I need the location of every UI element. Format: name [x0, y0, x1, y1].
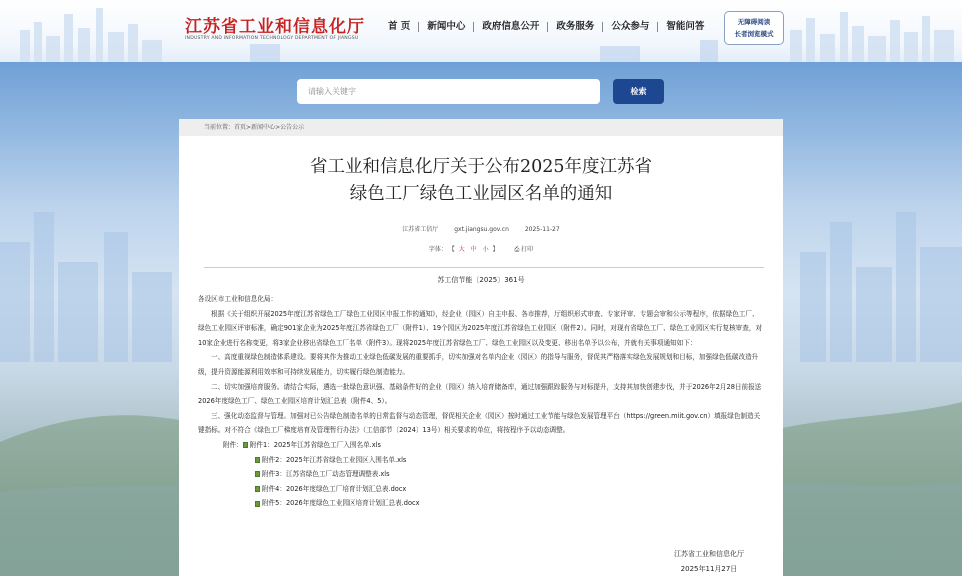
attachment-label: 附件： — [223, 440, 243, 449]
breadcrumb — [179, 119, 783, 136]
document-meta — [179, 224, 783, 233]
attachment-row — [255, 482, 763, 497]
font-size-small[interactable]: 小 — [482, 246, 489, 253]
document-site: gxt.jiangsu.gov.cn — [454, 226, 509, 233]
print-button[interactable] — [514, 246, 533, 253]
paragraph: 根据《关于组织开展2025年度江苏省绿色工厂绿色工业园区申报工作的通知》，经企业（园区）自主申报、各市推荐，厅组织形式审查、专家评审、专题会审和公示等程序，依据绿色工厂、绿色工业园区评审标准，确定901家企业为2025年度江苏省绿色工厂（附件1）、19个园区为2025年度江苏省绿色工业园区（附件2）。同时，对现有省绿色工厂、绿色工业园区实行复核审查，对10家企业进行名称变更，将3家企业移出省绿色工厂名单（附件3）。现将2025年度江苏省绿色工厂、绿色工业园区以及变更、移出名单予以公布，并就有关事项通知如下： — [198, 309, 763, 347]
main-nav — [380, 22, 712, 32]
file-icon — [255, 501, 260, 507]
nav-services[interactable]: 政务服务 — [548, 22, 603, 32]
breadcrumb-news[interactable]: 新闻中心 — [251, 124, 276, 131]
site-logo-subtitle: INDUSTRY AND INFORMATION TECHNOLOGY DEPARTMENT OF JIANGSU — [185, 36, 359, 41]
attachment-row — [255, 496, 763, 511]
document-source: 江苏省工信厅 — [402, 226, 439, 233]
elder-mode-button[interactable]: 长者浏览模式 — [734, 30, 774, 38]
nav-qa[interactable]: 智能问答 — [666, 21, 705, 32]
salutation: 各设区市工业和信息化局： — [198, 295, 278, 303]
document-panel — [179, 119, 783, 576]
document-tools — [179, 244, 783, 254]
site-logo-title[interactable]: 江苏省工业和信息化厅 — [185, 17, 365, 37]
attachment-link-2[interactable]: 附件2：2025年江苏省绿色工业园区入围名单.xls — [262, 455, 407, 464]
print-label: 打印 — [521, 246, 534, 253]
breadcrumb-sep: > — [275, 124, 281, 131]
divider — [204, 267, 764, 268]
document-date: 2025-11-27 — [524, 226, 560, 233]
attachment-link-3[interactable]: 附件3：江苏省绿色工厂动态管理调整表.xls — [262, 470, 390, 479]
font-size-medium[interactable]: 中 — [470, 246, 477, 253]
document-title — [179, 154, 783, 208]
attachment-row — [255, 467, 763, 482]
attachment-link-5[interactable]: 附件5：2026年度绿色工业园区培育计划汇总表.docx — [262, 499, 420, 508]
nav-gov-info[interactable]: 政府信息公开 — [474, 22, 548, 32]
file-icon — [243, 442, 248, 448]
bracket-close: 】 — [492, 246, 499, 253]
accessibility-box — [724, 11, 784, 45]
bracket-open: 【 — [448, 246, 455, 253]
breadcrumb-sep: > — [246, 124, 252, 131]
breadcrumb-home[interactable]: 首页 — [234, 124, 247, 131]
search-button[interactable]: 检索 — [613, 79, 664, 104]
print-icon: ⎙ — [514, 246, 520, 253]
document-number: 苏工信节能〔2025〕361号 — [437, 276, 525, 284]
paragraph: 一、高度重视绿色制造体系建设。要将其作为推动工业绿色低碳发展的重要抓手，切实加强对名单内企业（园区）的指导与服务，督促其严格落实绿色发展规划和目标，加强绿色低碳改造升级，提升资源能源利用效率和可持续发展能力，切实履行绿色制造能力。 — [198, 353, 759, 376]
signature-date: 2025年11月27日 — [680, 565, 738, 573]
attachment-link-4[interactable]: 附件4：2026年度绿色工厂培育计划汇总表.docx — [262, 484, 407, 493]
site-header — [0, 0, 962, 62]
signature: 江苏省工业和信息化厅 — [674, 550, 744, 558]
title-line-2: 绿色工厂绿色工业园区名单的通知 — [349, 184, 613, 204]
attachment-row — [223, 438, 763, 453]
font-size-label: 字体： — [428, 246, 447, 253]
breadcrumb-prefix: 当前位置： — [204, 124, 235, 131]
title-line-1: 省工业和信息化厅关于公布2025年度江苏省 — [309, 157, 653, 177]
search-input[interactable] — [297, 79, 600, 104]
file-icon — [255, 486, 260, 492]
document-body — [198, 292, 763, 511]
font-size-large[interactable]: 大 — [458, 246, 465, 253]
nav-participation[interactable]: 公众参与 — [603, 22, 658, 32]
file-icon — [255, 471, 260, 477]
attachment-row — [255, 453, 763, 468]
nav-home[interactable]: 首 页 — [380, 22, 419, 32]
breadcrumb-notices[interactable]: 公告公示 — [280, 124, 305, 131]
nav-news[interactable]: 新闻中心 — [419, 22, 474, 32]
paragraph: 三、强化动态监督与管理。加强对已公告绿色制造名单的日常监督与动态管理，督促相关企业（园区）按时通过工业节能与绿色发展管理平台（https://green.miit.gov.cn）填报绿色制造关键指标。对不符合《绿色工厂梯度培育及管理暂行办法》（工信部节〔2024〕13号）相关要求的单位，将按程序予以动态调整。 — [198, 411, 761, 435]
file-icon — [255, 457, 260, 463]
paragraph: 二、切实加强培育服务。请结合实际，遴选一批绿色意识强、基础条件好的企业（园区）纳入培育储备库，通过加强跟踪服务与对标提升，支持其加快创建步伐，并于2026年2月28日前报送2026年度绿色工厂、绿色工业园区培育计划汇总表（附件4、5）。 — [198, 382, 762, 406]
signature-block — [649, 547, 769, 576]
accessible-reading-button[interactable]: 无障碍阅读 — [737, 18, 771, 26]
attachment-link-1[interactable]: 附件1：2025年江苏省绿色工厂入围名单.xls — [249, 440, 381, 449]
